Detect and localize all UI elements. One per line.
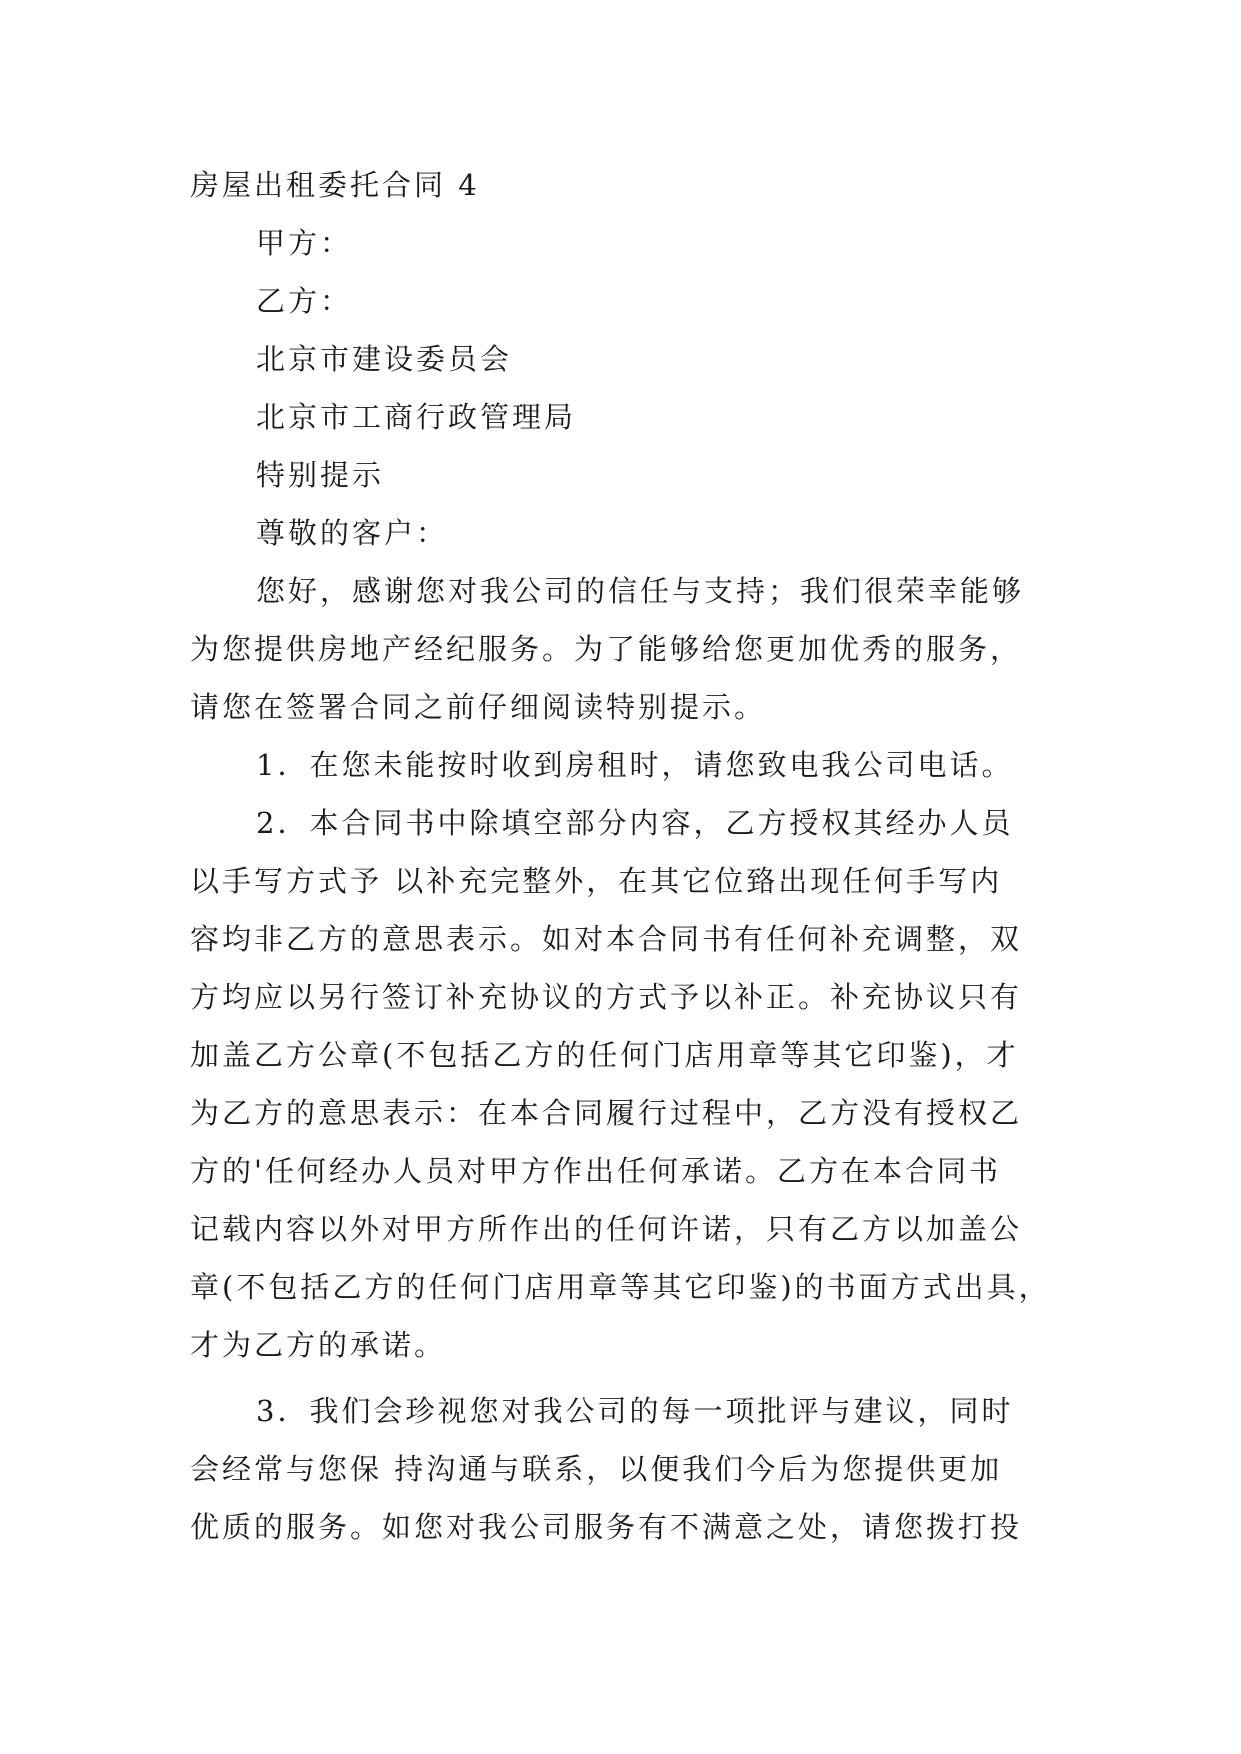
paragraph-line: 以手写方式予 以补充完整外，在其它位臵出现任何手写内 xyxy=(190,864,1003,898)
paragraph-line: 为您提供房地产经纪服务。为了能够给您更加优秀的服务， xyxy=(190,632,1023,666)
paragraph-line: 才为乙方的承诺。 xyxy=(190,1328,447,1362)
paragraph-line: 记载内容以外对甲方所作出的任何许诺，只有乙方以加盖公 xyxy=(190,1212,1023,1246)
paragraph-line: 1．在您未能按时收到房租时，请您致电我公司电话。 xyxy=(256,748,1014,782)
intro-paragraph xyxy=(190,562,1070,736)
paragraph-line: 章(不包括乙方的任何门店用章等其它印鉴)的书面方式出具， xyxy=(190,1270,1051,1304)
paragraph-line: 请您在签署合同之前仔细阅读特别提示。 xyxy=(190,690,767,724)
document-page xyxy=(190,156,1070,1556)
salutation: 尊敬的客户： xyxy=(256,516,449,550)
paragraph-line: 容均非乙方的意思表示。如对本合同书有任何补充调整，双 xyxy=(190,922,1023,956)
notice-item-2 xyxy=(190,794,1070,1374)
paragraph-line: 方均应以另行签订补充协议的方式予以补正。补充协议只有 xyxy=(190,980,1023,1014)
party-a-label: 甲方： xyxy=(256,226,353,260)
notice-item-3 xyxy=(190,1382,1070,1556)
authority-industry-commerce-bureau: 北京市工商行政管理局 xyxy=(256,400,577,434)
notice-item-1 xyxy=(190,736,1070,794)
paragraph-line: 为乙方的意思表示：在本合同履行过程中，乙方没有授权乙 xyxy=(190,1096,1023,1130)
document-title: 房屋出租委托合同 4 xyxy=(190,168,480,202)
paragraph-line: 加盖乙方公章(不包括乙方的任何门店用章等其它印鉴)，才 xyxy=(190,1038,1019,1072)
paragraph-line: 3．我们会珍视您对我公司的每一项批评与建议，同时 xyxy=(256,1394,1014,1428)
paragraph-line: 您好，感谢您对我公司的信任与支持；我们很荣幸能够 xyxy=(256,574,1025,608)
paragraph-line: 优质的服务。如您对我公司服务有不满意之处，请您拨打投 xyxy=(190,1510,1023,1544)
notice-heading: 特别提示 xyxy=(256,458,385,492)
authority-construction-commission: 北京市建设委员会 xyxy=(256,342,513,376)
paragraph-line: 2．本合同书中除填空部分内容，乙方授权其经办人员 xyxy=(256,806,1014,840)
paragraph-line: 会经常与您保 持沟通与联系，以便我们今后为您提供更加 xyxy=(190,1452,1003,1486)
paragraph-line: 方的'任何经办人员对甲方作出任何承诺。乙方在本合同书 xyxy=(190,1154,1001,1188)
party-b-label: 乙方： xyxy=(256,284,353,318)
